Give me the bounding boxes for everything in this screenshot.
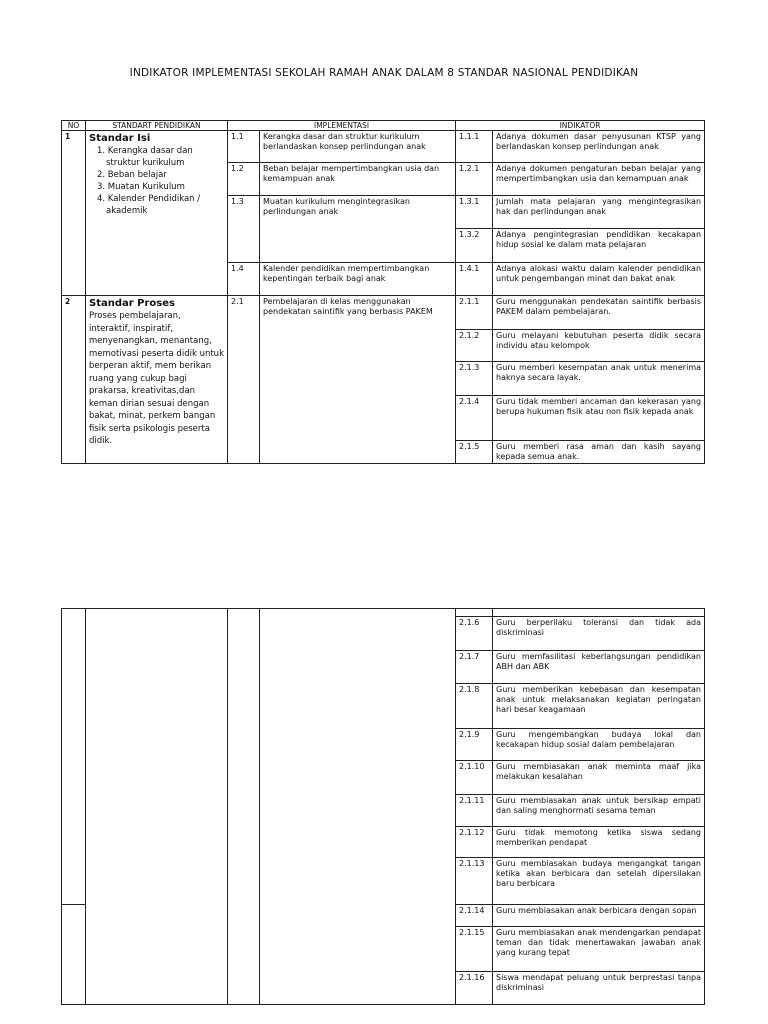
indicator-code: 1.3.1 — [456, 196, 493, 229]
spacer-cell — [493, 609, 705, 617]
indicator-text: Guru membiasakan anak meminta maaf jika melakukan kesalahan — [493, 761, 705, 795]
indicator-text: Guru memberi kesempatan anak untuk menerima haknya secara layak. — [493, 362, 705, 396]
header-standart: STANDART PENDIDIKAN — [86, 121, 228, 131]
header-implementasi: IMPLEMENTASI — [228, 121, 456, 131]
indicator-text: Guru membiasakan anak berbicara dengan sopan — [493, 905, 705, 927]
impl-text: Muatan kurikulum mengintegrasikan perlindungan anak — [260, 196, 456, 263]
list-item: 4. Kalender Pendidikan / akademik — [97, 194, 201, 216]
empty-no-cell — [62, 609, 86, 905]
table-row — [62, 131, 705, 163]
indicator-text: Guru membiasakan budaya mengangkat tangan ketika akan berbicara dan setelah dipersilakan baru berbicara — [493, 858, 705, 905]
empty-impl-text-cell — [260, 609, 456, 1005]
standard-items — [89, 145, 224, 217]
standard-cell — [86, 131, 228, 296]
indicator-code: 2.1.13 — [456, 858, 493, 905]
impl-text: Kalender pendidikan mempertimbangkan kepentingan terbaik bagi anak — [260, 263, 456, 296]
indicator-code: 2.1.7 — [456, 651, 493, 684]
header-no: NO — [62, 121, 86, 131]
indicator-code: 2.1.8 — [456, 684, 493, 729]
indicator-code: 2.1.9 — [456, 729, 493, 761]
list-item: 2. Beban belajar — [97, 170, 167, 180]
empty-standard-cell — [86, 609, 228, 1005]
empty-no-cell — [62, 905, 86, 1005]
empty-impl-code-cell — [228, 609, 260, 1005]
spacer-cell — [456, 609, 493, 617]
impl-text: Beban belajar mempertimbangkan usia dan kemampuan anak — [260, 163, 456, 196]
indicator-text: Guru berperilaku toleransi dan tidak ada diskriminasi — [493, 617, 705, 651]
indicator-text: Guru mengembangkan budaya lokal dan kecakapan hidup sosial dalam pembelajaran — [493, 729, 705, 761]
impl-code: 1.2 — [228, 163, 260, 196]
continuation-table — [61, 608, 705, 1005]
standard-title: Standar Isi — [89, 133, 151, 144]
indicator-code: 2.1.3 — [456, 362, 493, 396]
indicator-text: Guru melayani kebutuhan peserta didik secara individu atau kelompok — [493, 330, 705, 362]
impl-text: Kerangka dasar dan struktur kurikulum berlandaskan konsep perlindungan anak — [260, 131, 456, 163]
impl-code: 2.1 — [228, 296, 260, 464]
indicator-code: 2.1.1 — [456, 296, 493, 330]
indicator-code: 2.1.12 — [456, 827, 493, 858]
indicator-code: 2.1.15 — [456, 927, 493, 972]
impl-code: 1.3 — [228, 196, 260, 263]
indicator-text: Adanya pengintegrasian pendidikan kecakapan hidup sosial ke dalam mata pelajaran — [493, 229, 705, 263]
indicator-table — [61, 120, 705, 464]
indicator-code: 1.2.1 — [456, 163, 493, 196]
table-header-row — [62, 121, 705, 131]
indicator-code: 2.1.10 — [456, 761, 493, 795]
indicator-text: Adanya alokasi waktu dalam kalender pendidikan untuk pengembangan minat dan bakat anak — [493, 263, 705, 296]
indicator-code: 1.1.1 — [456, 131, 493, 163]
indicator-code: 2.1.5 — [456, 441, 493, 464]
indicator-code: 1.4.1 — [456, 263, 493, 296]
list-item: 3. Muatan Kurikulum — [97, 182, 185, 192]
indicator-text: Guru tidak memberi ancaman dan kekerasan yang berupa hukuman fisik atau non fisik kepada anak — [493, 396, 705, 441]
list-item: 1. Kerangka dasar dan struktur kurikulum — [97, 146, 193, 168]
table-row — [62, 296, 705, 330]
indicator-code: 2.1.6 — [456, 617, 493, 651]
indicator-code: 2.1.14 — [456, 905, 493, 927]
indicator-text: Guru memfasilitasi keberlangsungan pendidikan ABH dan ABK — [493, 651, 705, 684]
impl-code: 1.1 — [228, 131, 260, 163]
indicator-code: 2.1.11 — [456, 795, 493, 827]
indicator-code: 2.1.4 — [456, 396, 493, 441]
standard-title: Standar Proses — [89, 298, 175, 309]
standard-description: Proses pembelajaran, interaktif, inspiratif, menyenangkan, menantang, memotivasi peserta didik untuk berperan aktif, mem berikan ruang yang cukup bagi prakarsa, kreativitas,dan keman dirian sesuai dengan bakat, minat, perkem bangan fisik serta psikologis peserta didik. — [89, 311, 224, 446]
impl-text: Pembelajaran di kelas menggunakan pendekatan saintifik yang berbasis PAKEM — [260, 296, 456, 464]
indicator-text: Adanya dokumen dasar penyusunan KTSP yang berlandaskan konsep perlindungan anak — [493, 131, 705, 163]
indicator-text: Guru memberikan kebebasan dan kesempatan anak untuk melaksanakan kegiatan peringatan hari besar keagamaan — [493, 684, 705, 729]
indicator-code: 2.1.16 — [456, 972, 493, 1005]
indicator-text: Guru memberi rasa aman dan kasih sayang kepada semua anak. — [493, 441, 705, 464]
indicator-text: Jumlah mata pelajaran yang mengintegrasikan hak dan perlindungan anak — [493, 196, 705, 229]
document-title: INDIKATOR IMPLEMENTASI SEKOLAH RAMAH ANAK DALAM 8 STANDAR NASIONAL PENDIDIKAN — [129, 67, 639, 79]
indicator-code: 1.3.2 — [456, 229, 493, 263]
indicator-text: Guru membiasakan anak mendengarkan pendapat teman dan tidak menertawakan jawaban anak yang kurang tepat — [493, 927, 705, 972]
row-number: 1 — [62, 131, 86, 296]
indicator-text: Adanya dokumen pengaturan beban belajar yang mempertimbangkan usia dan kemampuan anak — [493, 163, 705, 196]
impl-code: 1.4 — [228, 263, 260, 296]
row-number: 2 — [62, 296, 86, 464]
header-indikator: INDIKATOR — [456, 121, 705, 131]
spacer-row — [62, 609, 705, 617]
indicator-text: Guru menggunakan pendekatan saintifik berbasis PAKEM dalam pembelajaran. — [493, 296, 705, 330]
indicator-text: Guru tidak memotong ketika siswa sedang memberikan pendapat — [493, 827, 705, 858]
standard-cell — [86, 296, 228, 464]
indicator-text: Siswa mendapat peluang untuk berprestasi tanpa diskriminasi — [493, 972, 705, 1005]
indicator-text: Guru membiasakan anak untuk bersikap empati dan saling menghormati sesama teman — [493, 795, 705, 827]
indicator-code: 2.1.2 — [456, 330, 493, 362]
